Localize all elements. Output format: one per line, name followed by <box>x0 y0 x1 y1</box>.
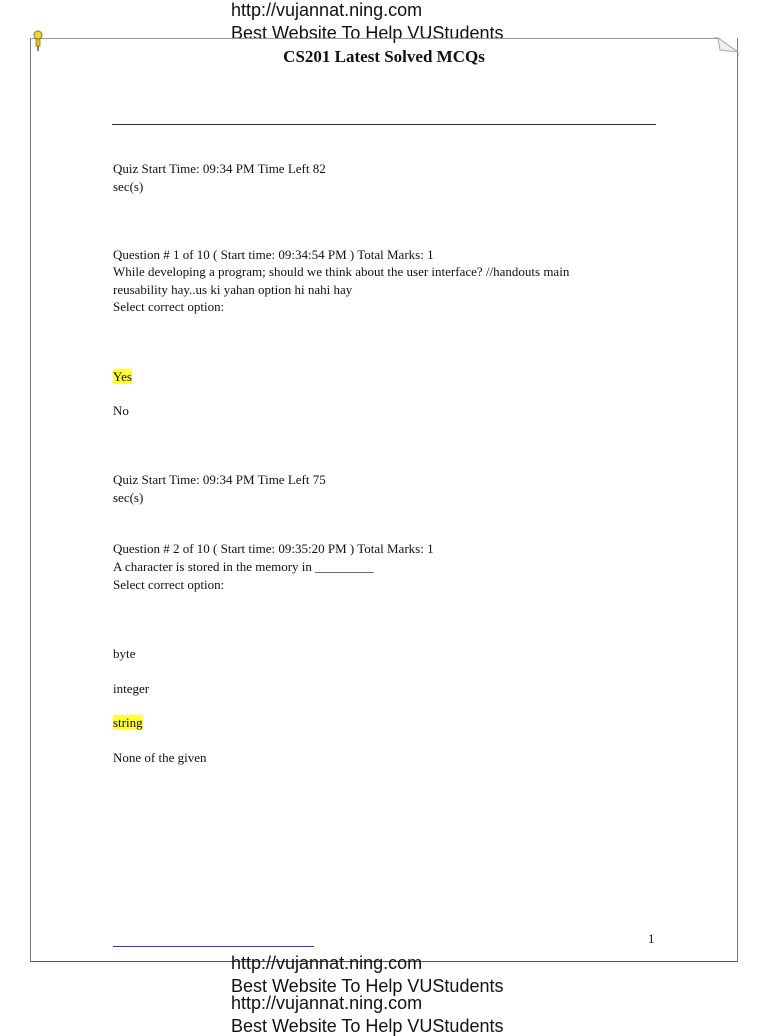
question2-option-integer: integer <box>113 681 150 696</box>
question1-text-line2: reusability hay..us ki yahan option hi nahi hay <box>113 282 353 297</box>
question2-option-string <box>113 714 143 732</box>
question1-prompt: Select correct option: <box>113 299 225 314</box>
page-number: 1 <box>648 931 655 946</box>
question1-option-yes <box>113 368 132 386</box>
question2-header: Question # 2 of 10 ( Start time: 09:35:20 PM ) Total Marks: 1 <box>113 541 434 556</box>
question1-option-no: No <box>113 403 129 418</box>
question2-text: A character is stored in the memory in _________ <box>113 559 374 574</box>
title-divider <box>112 124 656 125</box>
quiz1-start-time: Quiz Start Time: 09:34 PM Time Left 82 <box>113 161 326 176</box>
watermark-tagline-bottom: Best Website To Help VUStudents <box>231 976 504 996</box>
question2-option-none: None of the given <box>113 750 207 765</box>
page-top-border <box>30 38 718 39</box>
question1-header: Question # 1 of 10 ( Start time: 09:34:54 PM ) Total Marks: 1 <box>113 247 434 262</box>
watermark-url-bottom-2: http://vujannat.ning.com <box>231 993 423 1013</box>
quiz2-time-unit: sec(s) <box>113 490 144 505</box>
question1-text-line1: While developing a program; should we think about the user interface? //handouts main <box>113 264 570 279</box>
watermark-tagline-top: Best Website To Help VUStudents <box>231 23 504 43</box>
watermark-url-bottom: http://vujannat.ning.com <box>231 953 423 973</box>
question2-prompt: Select correct option: <box>113 577 225 592</box>
quiz2-start-time: Quiz Start Time: 09:34 PM Time Left 75 <box>113 472 326 487</box>
correct-answer-highlight: string <box>113 715 143 730</box>
question2-option-byte: byte <box>113 646 136 661</box>
footer-link-underline <box>113 946 314 947</box>
correct-answer-highlight: Yes <box>113 369 132 384</box>
watermark-tagline-bottom-2: Best Website To Help VUStudents <box>231 1016 504 1036</box>
quiz1-time-unit: sec(s) <box>113 179 144 194</box>
document-title: CS201 Latest Solved MCQs <box>283 47 485 66</box>
watermark-url-top: http://vujannat.ning.com <box>231 0 423 20</box>
